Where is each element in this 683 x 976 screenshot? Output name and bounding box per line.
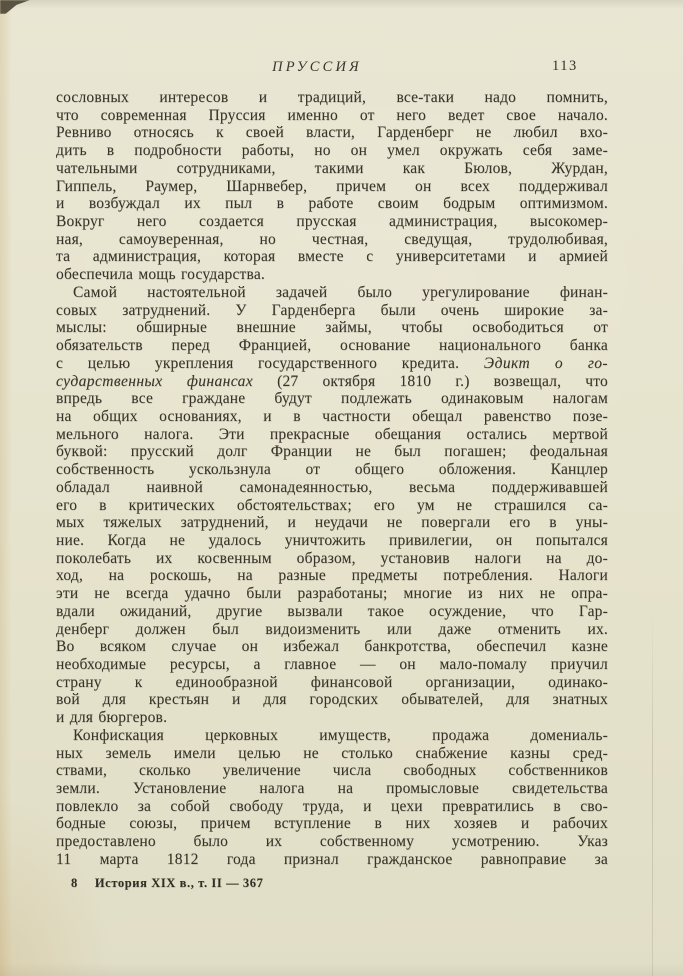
text-line <box>56 461 608 479</box>
text-segment: вдали ожиданий, другие вызвали такое осуждение, что Гар- <box>56 602 608 620</box>
text-segment: мельного налога. Эти прекрасные обещания остались мертвой <box>56 425 608 443</box>
text-segment: Во всяком случае он избежал банкротства, обеспечил казне <box>56 638 608 656</box>
text-line <box>56 638 608 656</box>
text-segment: на общих основаниях, и в частности обещал равенство позе- <box>56 407 608 425</box>
text-segment: и возбуждал их пыл в работе своим бодрым оптимизмом. <box>56 195 608 213</box>
text-line <box>56 762 608 780</box>
text-segment: бодные союзы, причем вступление в них хозяев и рабочих <box>56 815 608 833</box>
text-segment: что современная Пруссия именно от него ведет свое начало. <box>56 106 608 124</box>
text-line <box>56 337 608 355</box>
text-line <box>56 124 608 142</box>
text-line <box>56 497 608 515</box>
text-segment: эти не всегда удачно были разработаны; многие из них не опра- <box>56 585 608 603</box>
text-line <box>56 514 608 532</box>
page-number: 113 <box>552 58 578 74</box>
text-segment: сословных интересов и традиций, все-таки надо помнить, <box>56 89 608 106</box>
text-line <box>56 89 608 107</box>
text-line <box>56 798 608 816</box>
text-line <box>56 567 608 585</box>
text-segment: с целью укрепления государственного кредита. <box>56 354 484 372</box>
text-segment: необходимые ресурсы, а главное — он мало-помалу приучил <box>56 656 608 673</box>
text-line <box>56 426 608 444</box>
text-line <box>56 390 608 408</box>
text-line <box>56 408 608 426</box>
text-segment: ная, самоуверенная, но честная, сведущая, трудолюбивая, <box>56 230 608 248</box>
footer-edition-note: История XIX в., т. II — 367 <box>94 876 264 890</box>
text-line <box>56 284 608 302</box>
text-line <box>56 674 608 692</box>
text-segment: обеспечила мощь государства. <box>56 266 265 284</box>
text-segment: ных земель имели целью не столько снабжение казны сред- <box>56 744 608 762</box>
text-line <box>56 603 608 621</box>
text-line <box>56 248 608 266</box>
text-line <box>56 656 608 674</box>
text-line <box>56 231 608 249</box>
text-line <box>56 532 608 550</box>
text-segment: та администрация, которая вместе с университетами и армией <box>56 248 608 266</box>
text-line <box>56 160 608 178</box>
text-line <box>56 373 608 391</box>
text-line <box>56 833 608 851</box>
text-line <box>56 443 608 461</box>
text-line <box>56 709 608 727</box>
text-segment: чательными сотрудниками, такими как Бюлов, Журдан, <box>56 159 608 177</box>
text-segment: обязательств перед Францией, основание национального банка <box>56 337 608 355</box>
text-segment: земли. Установление налога на промысловые свидетельства <box>56 780 608 798</box>
text-segment: обладал наивной самонадеянностью, весьма поддерживавшей <box>56 478 608 496</box>
text-line <box>56 585 608 603</box>
text-segment: предоставлено было их собственному усмотрению. Указ <box>56 833 608 851</box>
text-line <box>56 550 608 568</box>
text-segment: вой для крестьян и для городских обывателей, для знатных <box>56 691 608 709</box>
text-segment: ствами, сколько увеличение числа свободных собственников <box>56 762 608 780</box>
text-segment: и для бюргеров. <box>56 709 168 727</box>
text-segment: Ревниво относясь к своей власти, Гарденберг не любил вхо- <box>56 124 608 142</box>
text-line <box>56 178 608 196</box>
text-line <box>56 107 608 125</box>
text-segment: буквой: прусский долг Франции не был погашен; феодальная <box>56 443 608 461</box>
text-segment: (27 октября 1810 г.) возвещал, что <box>253 372 608 390</box>
text-segment: страну к единообразной финансовой организации, одинако- <box>56 673 608 691</box>
text-block <box>56 89 608 869</box>
text-segment: совых затруднений. У Гарденберга были очень широкие за- <box>56 301 608 319</box>
text-line <box>56 691 608 709</box>
text-line <box>56 479 608 497</box>
text-line <box>56 319 608 337</box>
text-segment: ние. Когда не удалось уничтожить привилегии, он попытался <box>56 531 608 549</box>
text-segment: Гиппель, Раумер, Шарнвебер, причем он всех поддерживал <box>56 177 608 195</box>
text-line <box>56 266 608 284</box>
text-segment: Вокруг него создается прусская администрация, высокомер- <box>56 213 608 231</box>
page-footer <box>71 876 263 891</box>
text-segment: дить в подробности работы, но он умел окружать себя заме- <box>56 142 608 160</box>
footer-signature-number: 8 <box>71 876 78 890</box>
text-segment: мыслы: обширные внешние займы, чтобы освободиться от <box>56 319 608 337</box>
text-segment: 11 марта 1812 года признал гражданское равноправие за <box>56 850 608 868</box>
text-segment: поколебать их косвенным образом, установив налоги на до- <box>56 549 608 567</box>
text-segment: ход, на роскошь, на разные предметы потребления. Налоги <box>56 567 608 585</box>
running-title: ПРУССИЯ <box>272 59 362 75</box>
text-line <box>56 355 608 373</box>
text-line <box>56 142 608 160</box>
text-segment: мых тяжелых затруднений, и неудачи не повергали его в уны- <box>56 514 608 532</box>
text-segment: денберг должен был видоизменить или даже отменить их. <box>56 620 608 638</box>
page-edge-crease <box>652 610 653 976</box>
text-segment: его в критических обстоятельствах; его ум не страшился са- <box>56 496 608 514</box>
italic-text-segment: Эдикт о го- <box>483 354 608 372</box>
text-line <box>56 780 608 798</box>
text-segment: впредь все граждане будут подлежать одинаковым налогам <box>56 390 608 408</box>
text-line <box>56 195 608 213</box>
text-line <box>56 621 608 639</box>
text-line <box>56 213 608 231</box>
text-segment: собственность ускользнула от общего обложения. Канцлер <box>56 461 608 479</box>
text-line <box>56 302 608 320</box>
text-segment: Конфискация церковных имуществ, продажа домениаль- <box>73 726 608 744</box>
text-line <box>56 745 608 763</box>
text-line <box>56 815 608 833</box>
text-line <box>56 851 608 869</box>
italic-text-segment: сударственных финансах <box>56 372 254 390</box>
text-line <box>56 727 608 745</box>
text-segment: Самой настоятельной задачей было урегулирование финан- <box>73 283 608 301</box>
scan-corner-artifact <box>0 0 30 14</box>
text-segment: повлекло за собой свободу труда, и цехи превратились в сво- <box>56 797 608 815</box>
